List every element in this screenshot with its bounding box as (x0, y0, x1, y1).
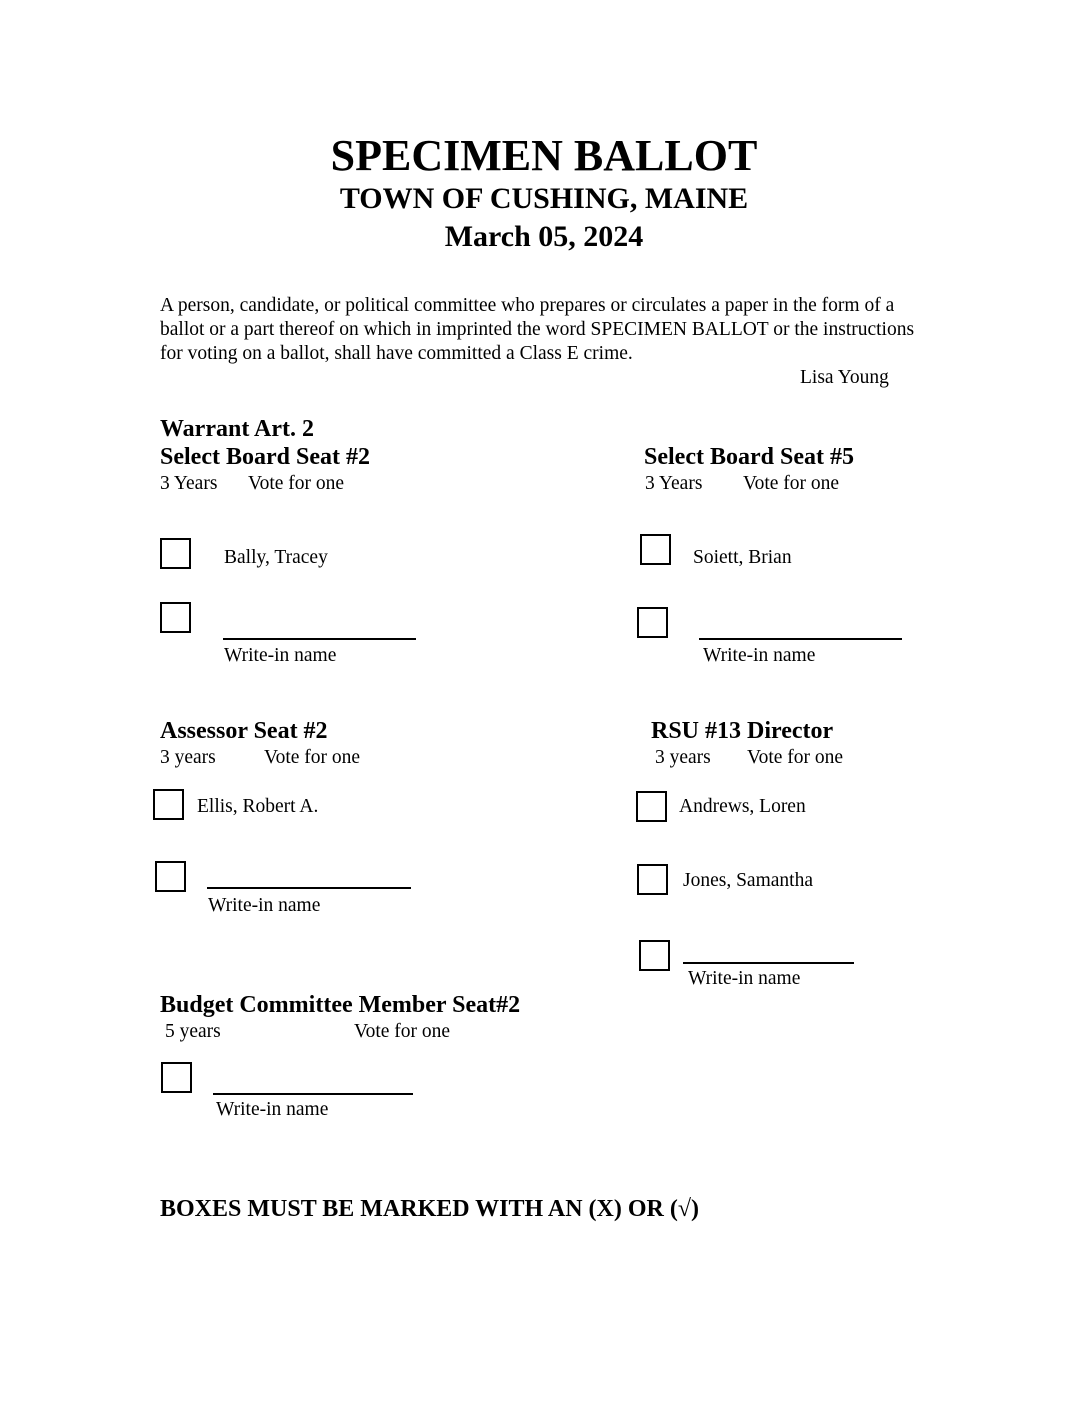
write-in-label: Write-in name (688, 968, 801, 989)
write-in-line[interactable] (223, 638, 416, 640)
election-date: March 05, 2024 (444, 220, 644, 253)
contest-term: 3 years (160, 747, 216, 768)
write-in-label: Write-in name (224, 645, 337, 666)
write-in-checkbox[interactable] (161, 1062, 192, 1093)
warrant-article: Warrant Art. 2 (160, 416, 314, 442)
write-in-checkbox[interactable] (639, 940, 670, 971)
clerk-signature: Lisa Young (800, 367, 889, 388)
candidate-checkbox[interactable] (640, 534, 671, 565)
contest-vote-instruction: Vote for one (264, 747, 361, 768)
candidate-checkbox[interactable] (153, 789, 184, 820)
contest-title: Assessor Seat #2 (160, 718, 328, 744)
candidate-checkbox[interactable] (636, 791, 667, 822)
candidate-name: Ellis, Robert A. (197, 796, 319, 817)
contest-title: RSU #13 Director (651, 718, 834, 744)
write-in-label: Write-in name (208, 895, 321, 916)
candidate-name: Jones, Samantha (683, 870, 813, 891)
contest-title: Select Board Seat #2 (160, 444, 370, 470)
contest-vote-instruction: Vote for one (747, 747, 844, 768)
write-in-line[interactable] (683, 962, 854, 964)
candidate-name: Bally, Tracey (224, 547, 328, 568)
write-in-line[interactable] (213, 1093, 413, 1095)
contest-vote-instruction: Vote for one (743, 473, 840, 494)
contest-title: Budget Committee Member Seat#2 (160, 992, 521, 1018)
legal-notice: A person, candidate, or political committee who prepares or circulates a paper in the form of a ballot or a part thereof on which in imprinted the word SPECIMEN BALLOT or the instructions for voting on a ballot, shall have committed a Class E crime. (160, 295, 915, 364)
contest-term: 3 Years (645, 473, 703, 494)
contest-vote-instruction: Vote for one (248, 473, 345, 494)
write-in-label: Write-in name (703, 645, 816, 666)
candidate-name: Andrews, Loren (679, 796, 806, 817)
contest-term: 3 Years (160, 473, 218, 494)
write-in-checkbox[interactable] (155, 861, 186, 892)
candidate-checkbox[interactable] (160, 538, 191, 569)
write-in-checkbox[interactable] (160, 602, 191, 633)
town-name: TOWN OF CUSHING, MAINE (339, 182, 749, 215)
page-title: SPECIMEN BALLOT (330, 131, 758, 180)
contest-title: Select Board Seat #5 (644, 444, 854, 470)
write-in-line[interactable] (699, 638, 902, 640)
marking-instructions: BOXES MUST BE MARKED WITH AN (X) OR (√) (160, 1196, 700, 1222)
write-in-checkbox[interactable] (637, 607, 668, 638)
contest-term: 3 years (655, 747, 711, 768)
contest-term: 5 years (165, 1021, 221, 1042)
candidate-checkbox[interactable] (637, 864, 668, 895)
write-in-line[interactable] (207, 887, 411, 889)
contest-vote-instruction: Vote for one (354, 1021, 451, 1042)
candidate-name: Soiett, Brian (693, 547, 792, 568)
write-in-label: Write-in name (216, 1099, 329, 1120)
